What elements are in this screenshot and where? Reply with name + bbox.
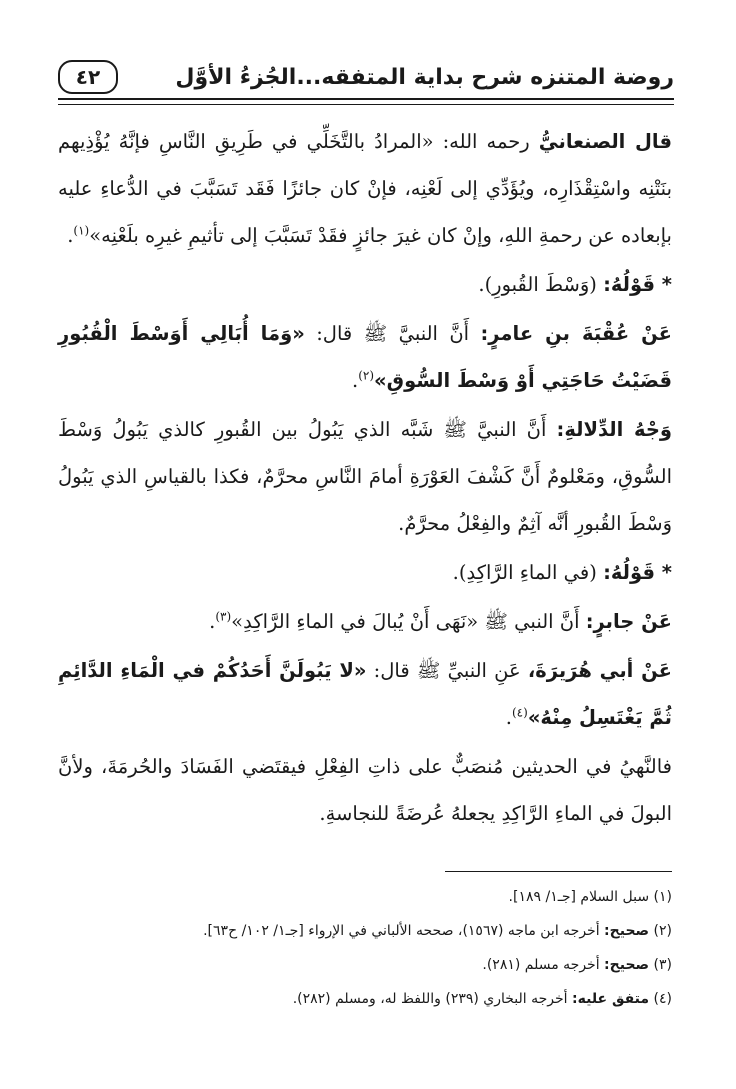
footnote-number: (١) [653, 889, 672, 905]
running-header [58, 56, 674, 98]
paragraph-text: فالنَّهيُ في الحديثين مُنصَبٌّ على ذاتِ الفِعْلِ فيقتَضي الفَسَادَ والحُرمَةَ، ولأنَّ البولَ في الماءِ الرَّاكِدِ يجعلهُ عُرضَةً للنجاسةِ. [58, 755, 672, 825]
paragraph-tail: . [352, 369, 359, 392]
paragraph-text: أَنَّ النبيَّ ﷺ قال: [304, 322, 481, 345]
paragraph-tail: . [209, 610, 216, 633]
hadith-quote: «وَمَا أُبَالِي أَوَسْطَ الْقُبُورِ قَضَيْتُ حَاجَتِي أَوْ وَسْطَ السُّوقِ» [58, 322, 672, 392]
paragraph-lead: عَنْ جابرٍ: [585, 610, 672, 633]
footnote-ref[interactable]: (٣) [215, 609, 232, 624]
footnote-ref[interactable]: (٢) [358, 368, 375, 383]
footnote-number: (٢) [653, 923, 672, 939]
footnote-ref[interactable]: (١) [73, 223, 90, 238]
footnotes [58, 880, 672, 1016]
paragraph-lead: عَنْ أبي هُرَيرَةَ، [527, 659, 672, 682]
paragraph-lead: * قَوْلُهُ: [603, 273, 672, 296]
footnote-grade: صحيح: [604, 923, 650, 939]
paragraph [58, 406, 672, 547]
main-text [58, 118, 672, 837]
paragraph [58, 598, 672, 645]
footnote-grade: صحيح: [604, 957, 650, 973]
paragraph-text: أَنَّ النبيَّ ﷺ شَبَّه الذي يَبُولُ بين القُبورِ كالذي يَبُولُ وَسْطَ السُّوقِ، ومَعْلومٌ أَنَّ كَشْفَ العَوْرَةِ أمامَ النَّاسِ محرَّمٌ، فكذا بالقياسِ الذي يَبُولُ وَسْطَ القُبورِ أنَّه آثِمٌ والفِعْلُ محرَّمٌ. [58, 418, 672, 535]
paragraph [58, 310, 672, 404]
paragraph-lead: * قَوْلُهُ: [603, 561, 672, 584]
footnote [58, 914, 672, 948]
footnote [58, 948, 672, 982]
footnote-separator [445, 871, 672, 872]
paragraph-lead: قال الصنعانيُّ [538, 130, 673, 153]
paragraph-lead: عَنْ عُقْبَةَ بنِ عامرٍ: [480, 322, 673, 345]
paragraph-text: أَنَّ النبي ﷺ «نَهَى أَنْ يُبالَ في الماءِ الرَّاكِدِ» [231, 610, 586, 633]
paragraph-text: (في الماءِ الرَّاكِدِ). [452, 561, 604, 584]
header-rule-thin [58, 104, 674, 105]
footnote-number: (٣) [653, 957, 672, 973]
footnote [58, 880, 672, 914]
footnote-text: أخرجه البخاري (٢٣٩) واللفظ له، ومسلم (٢٨٢). [292, 991, 573, 1007]
paragraph [58, 261, 672, 308]
paragraph-tail: . [67, 224, 74, 247]
paragraph [58, 647, 672, 741]
paragraph [58, 118, 672, 259]
page-number-badge: ٤٢ [58, 60, 118, 94]
paragraph [58, 743, 672, 837]
paragraph-tail: . [505, 706, 512, 729]
header-rule [58, 98, 674, 100]
footnote-grade: متفق عليه: [572, 991, 650, 1007]
footnote-text: سبل السلام [جـ١/ ١٨٩]. [508, 889, 650, 905]
paragraph-text: عَنِ النبيِّ ﷺ قال: [366, 659, 528, 682]
footnote [58, 982, 672, 1016]
paragraph-text: (وَسْطَ القُبورِ). [478, 273, 604, 296]
hadith-quote: «لا يَبُولَنَّ أَحَدُكُمْ في الْمَاءِ الدَّائِمِ ثُمَّ يَغْتَسِلُ مِنْهُ» [58, 659, 672, 729]
footnote-text: أخرجه ابن ماجه (١٥٦٧)، صححه الألباني في الإرواء [جـ١/ ١٠٢/ ح٦٣]. [203, 923, 605, 939]
footnote-text: أخرجه مسلم (٢٨١). [482, 957, 605, 973]
footnote-ref[interactable]: (٤) [511, 705, 528, 720]
book-title: روضة المتنزه شرح بداية المتفقه...الجُزءُ الأوَّل [175, 64, 674, 90]
paragraph-text: رحمه الله: «المرادُ بالتَّخَلِّي في طَرِيقِ النَّاسِ فإنَّهُ يُؤْذِيهم بنَتْنِه واسْتِقْذَارِه، ويُؤَدِّي إلى لَعْنِه، فإنْ كان جائزًا فَقَد تَسَبَّبَ في الدُّعاءِ عليه بإبعاده عن رحمةِ اللهِ، وإنْ كان غيرَ جائزٍ فقَدْ تَسَبَّبَ إلى تأثيمِ غيرِه بلَعْنِه» [58, 130, 672, 247]
paragraph [58, 549, 672, 596]
footnote-number: (٤) [653, 991, 672, 1007]
paragraph-lead: وَجْهُ الدِّلالةِ: [556, 418, 672, 441]
